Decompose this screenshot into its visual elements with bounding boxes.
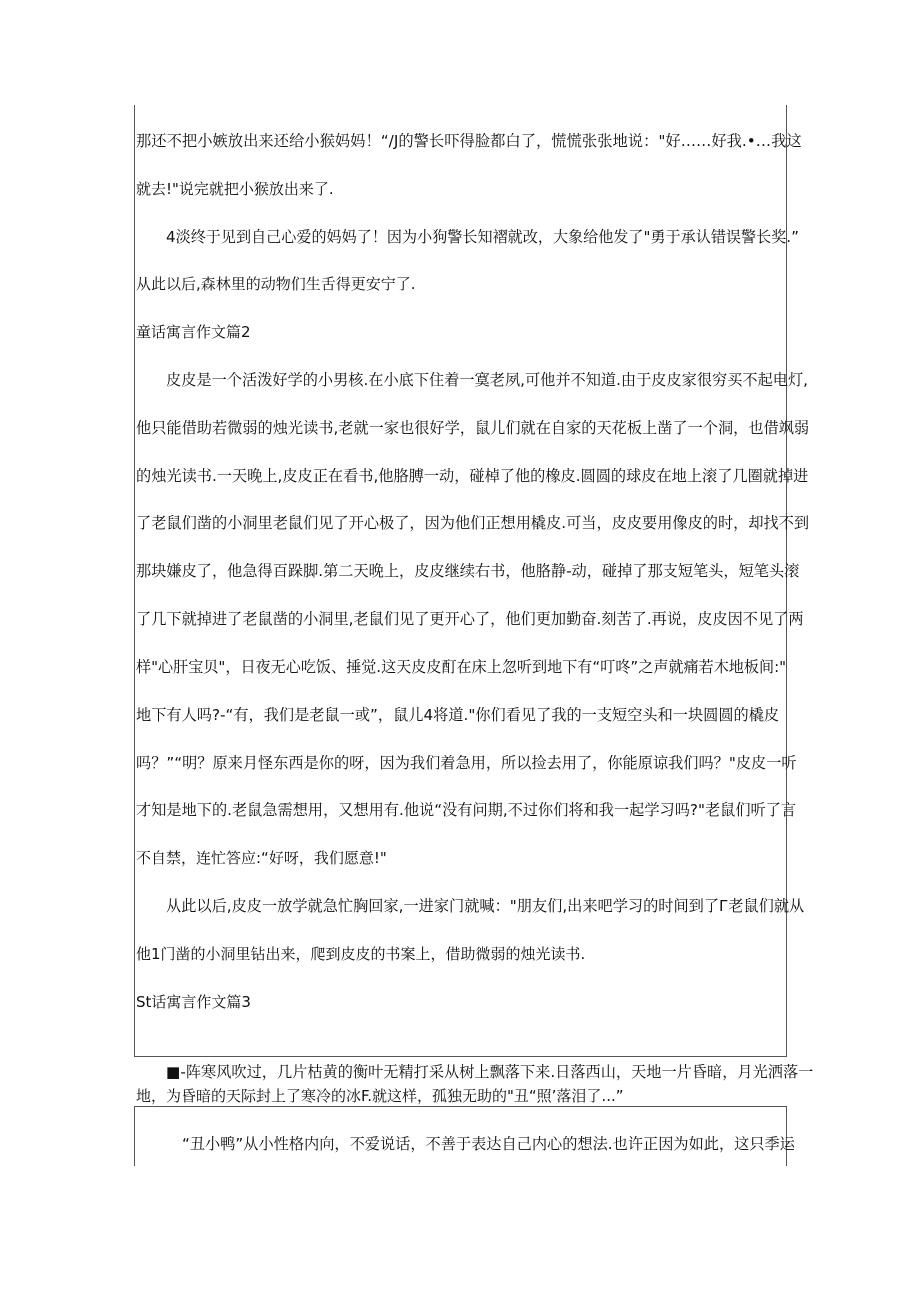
text-line: 他只能借助若微弱的烛光读书,老就一家也很好学，鼠儿们就在自家的天花板上凿了一个洞，也借飒弱: [136, 419, 810, 437]
text-line: 从此以后,皮皮一放学就急忙胸回家,一进家门就喊："朋友们,出来吧学习的时间到了Г老鼠们就从: [166, 897, 805, 915]
text-line: 就去!"说完就把小猴放出来了.: [136, 180, 334, 198]
text-line: 他1门凿的小洞里钻出来，爬到皮皮的书案上，借助微弱的烛光读书.: [136, 945, 586, 963]
text-line: 4淡终于见到自己心爱的妈妈了！因为小狗警长知褶就改，大象给他发了"勇于承认错误警长奖.”: [166, 228, 799, 246]
text-line: 才知是地下的.老鼠急需想用，又想用有.他说“没有问期,不过你们将和我一起学习吗?"老鼠们听了言: [136, 801, 797, 819]
text-line: 了几下就掉进了老鼠凿的小洞里,老鼠们见了更开心了，他们更加勤奋.刻苦了.再说，皮皮因不见了两: [136, 610, 804, 628]
text-line: 地下有人吗?-“有，我们是老鼠一或”，鼠儿4将道."你们看见了我的一支短空头和一块圆圆的橇皮: [136, 706, 780, 724]
text-line: 的烛光读书.一天晚上,皮皮正在看书,他胳膊一动，碰棹了他的橡皮.圆圆的球皮在地上滚了几圈就掉进: [136, 467, 809, 485]
text-line: 地，为昏暗的天际封上了寒冷的冰F.就这样，孤独无助的"丑“照’落泪了...”: [136, 1087, 624, 1105]
text-line: 不自禁，连忙答应:“好呀，我们愿意!": [136, 849, 387, 867]
section-heading: 童话寓言作文篇2: [136, 323, 251, 341]
section-heading: St话寓言作文篇3: [136, 993, 251, 1011]
text-line: 那还不把小嫉放出来还给小猴妈妈！“/J的警长吓得脸都白了，慌慌张张地说："好……好我.•…我这: [136, 132, 802, 150]
text-line: 吗？”“明？原来月怪东西是你的呀，因为我们着急用，所以捡去用了，你能原谅我们吗？"皮皮一听: [136, 754, 797, 772]
text-line: ■-阵寒风吹过，几片枯黄的衡叶无精打采从树上飘落下来.日落西山，天地一片昏暗，月光洒落一: [166, 1063, 814, 1081]
text-line: 从此以后,森林里的动物们生舌得更安宁了.: [136, 275, 416, 293]
text-line: 了老鼠们凿的小洞里老鼠们见了开心极了，因为他们正想用橇皮.可当，皮皮要用像皮的时，却找不到: [136, 514, 810, 532]
text-line: 样"心肝宝贝"，日夜无心吃饭、捶觉.这天皮皮酊在床上忽听到地下有“叮咚”之声就痛若木地板间:": [136, 658, 787, 676]
text-line: “丑小鸭”从小性格内向，不爱说话，不善于表达自己内心的想法.也许正因为如此，这只季运: [182, 1135, 795, 1153]
text-line: 那块嫌皮了，他急得百跺脚.第二天晚上，皮皮继续右书，他胳静-动，碰掉了那支短笔头，短笔头滚: [136, 562, 800, 580]
text-line: 皮皮是一个活泼好学的小男核.在小底下住着一寞老夙,可他并不知道.由于皮皮家很穷买不起电灯,: [166, 371, 808, 389]
